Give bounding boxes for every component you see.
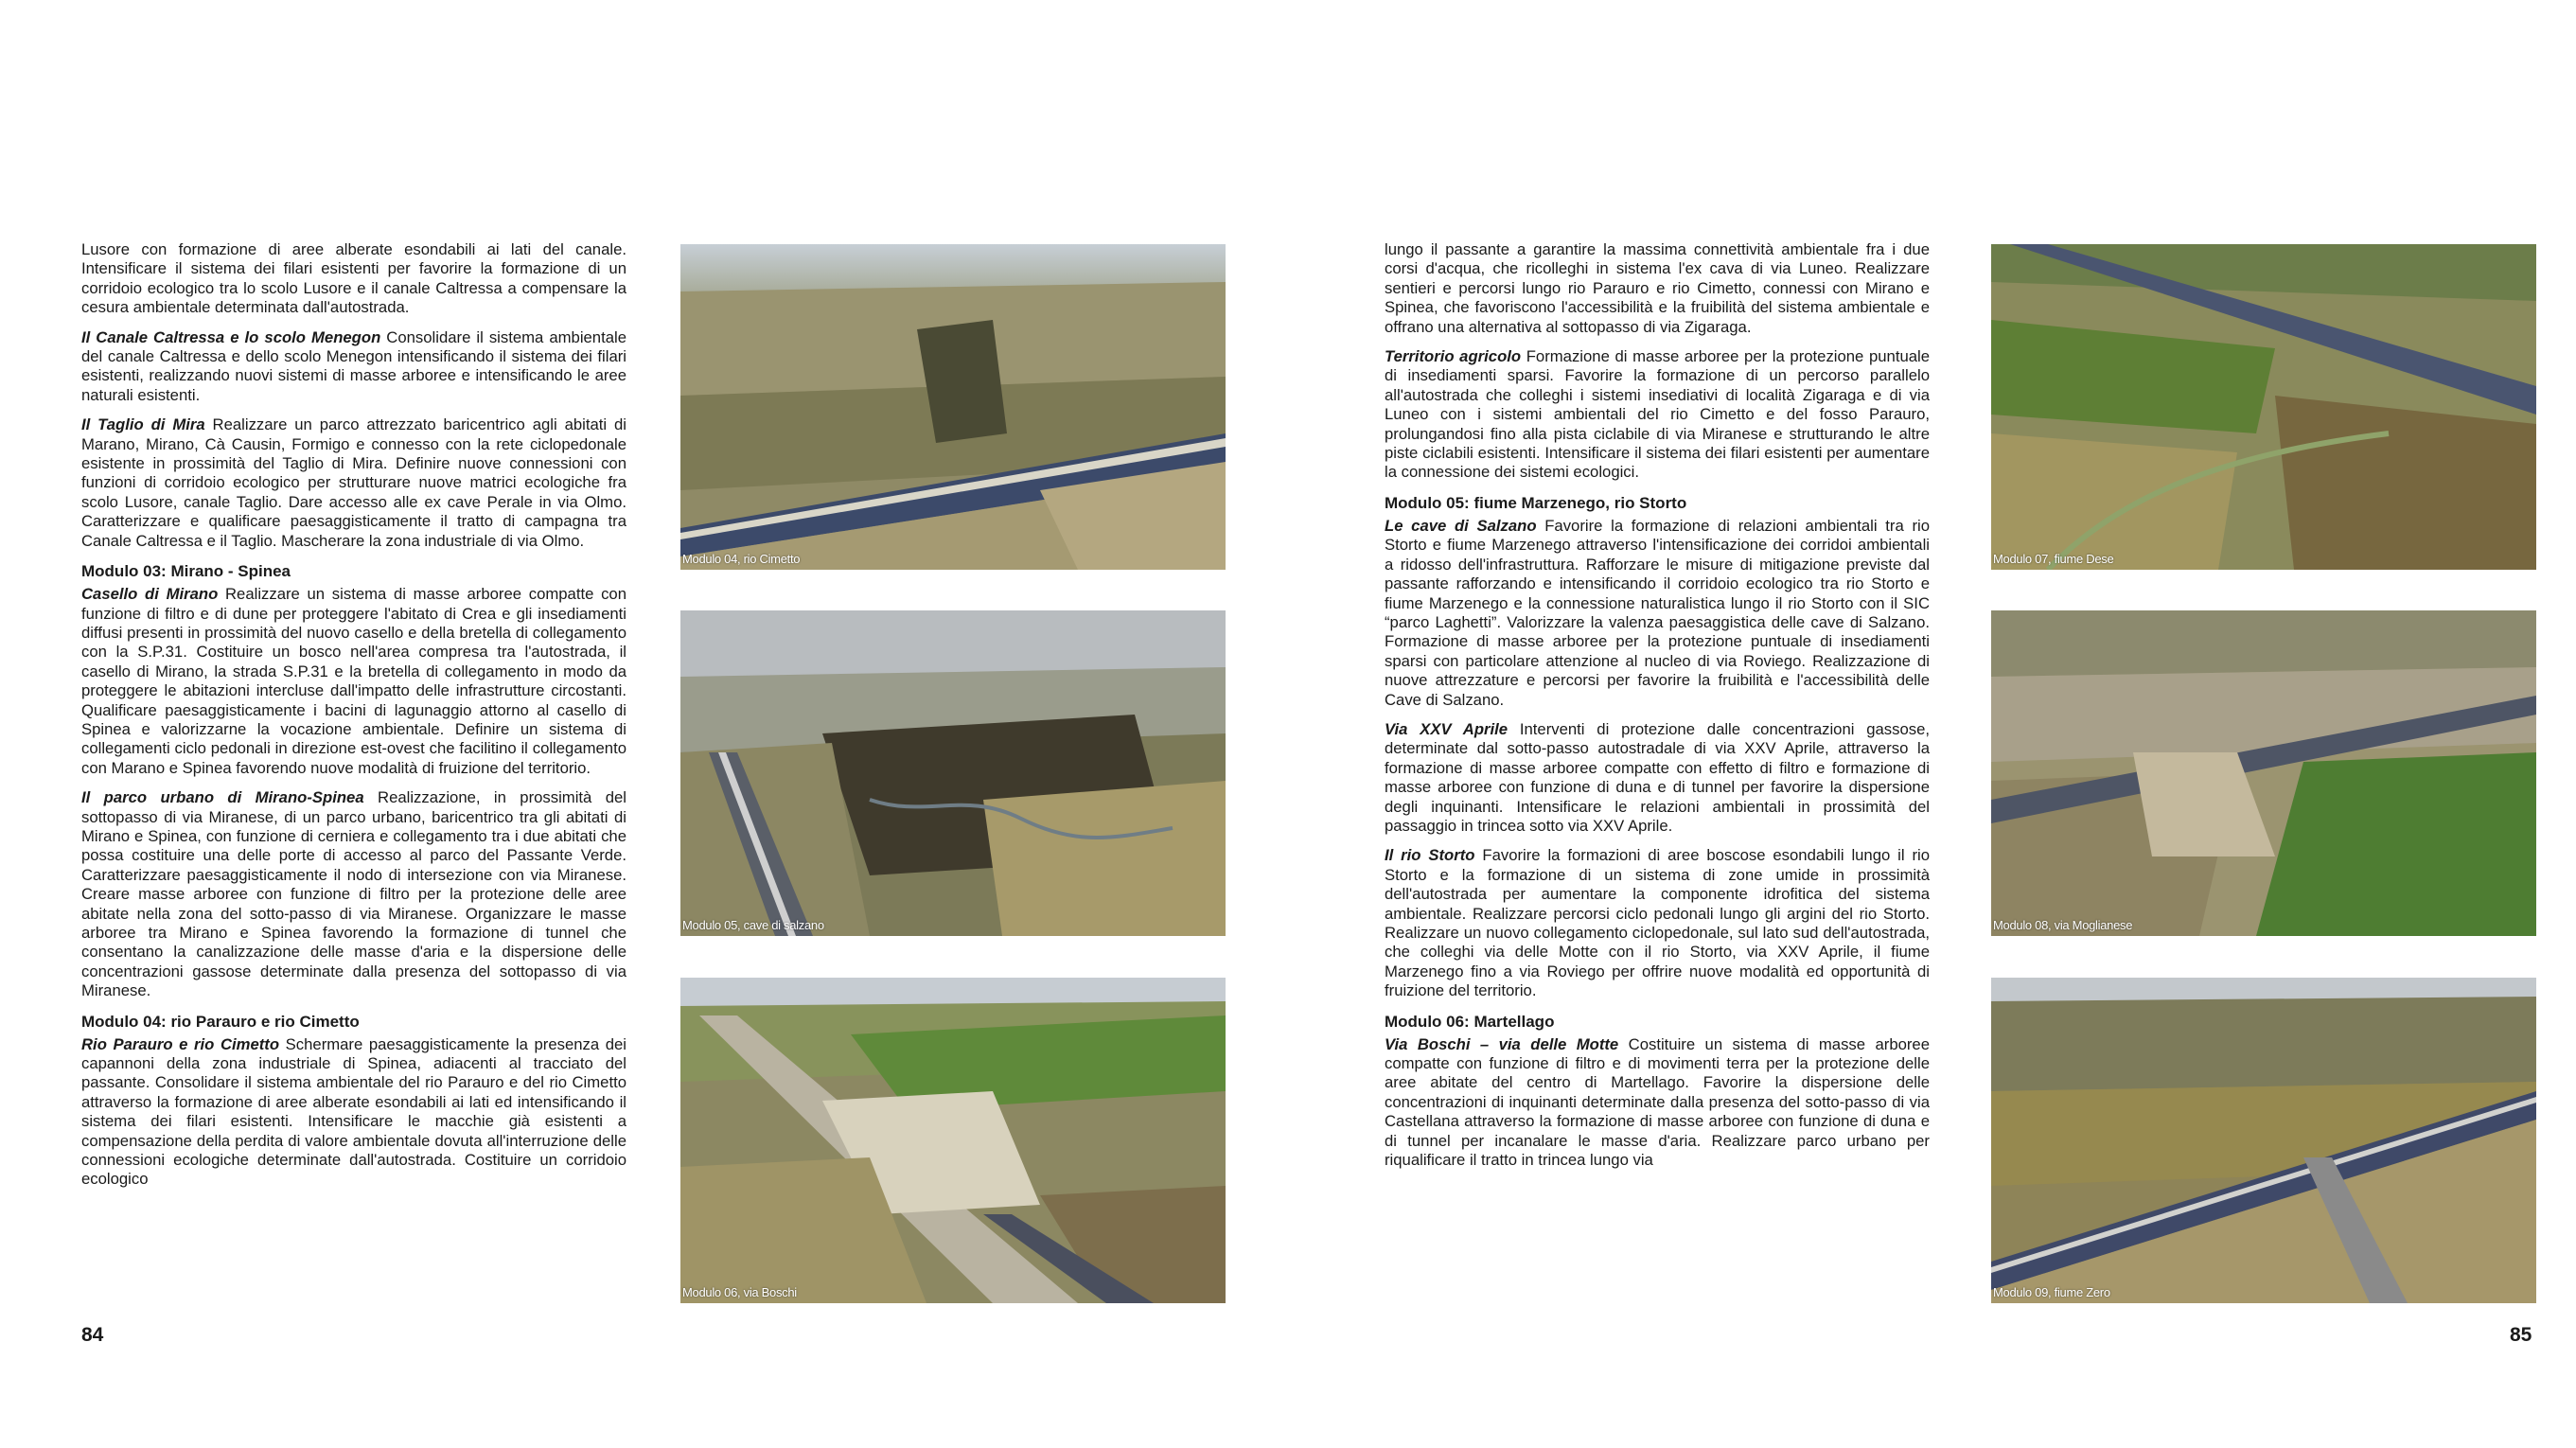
aerial-photo [1991,610,2536,936]
paragraph: Via Boschi – via delle Motte Costituire un sistema di masse arboree compatte con funzione di filtro e di movimenti terra per la protezione delle aree abitate del centro di Martellago. Favorire la dispersione delle concentrazioni di inquinanti determinate dalla presenza del sotto-passo di via Castellana attraverso la formazione di masse arboree con funzione di duna e di tunnel per incanalare le masse d'aria. Realizzare parco urbano per riqualificare il tratto in trincea lungo via [1385,1034,1930,1170]
photo-caption: Modulo 04, rio Cimetto [682,552,801,566]
paragraph-lead: Rio Parauro e rio Cimetto [81,1034,280,1053]
paragraph: Via XXV Aprile Interventi di protezione dalle concentrazioni gassose, determinate dal sotto-passo autostradale di via XXV Aprile, attraverso la formazione di masse arboree compatte con effetto di filtro e formazione di masse arboree con funzione di duna e di tunnel per favorire la dispersione degli inquinanti. Intensificare le relazioni ambientali in prossimità del passaggio in trincea sotto via XXV Aprile. [1385,719,1931,835]
paragraph-lead: Territorio agricolo [1385,347,1522,366]
photo-caption: Modulo 05, cave di salzano [682,918,824,932]
paragraph-lead: Via XXV Aprile [1385,719,1509,738]
paragraph: Casello di Mirano Realizzare un sistema di masse arboree compatte con funzione di filtro e di dune per proteggere l'abitato di Crea e gli insediamenti diffusi presenti in prossimità del nuovo casello e della bretella di collegamento con la S.P.31. Costituire un bosco nell'area compresa tra l'autostrada, il casello di Mirano, la strada S.P.31 e la bretella di collegamento in modo da proteggere le abitazioni intercluse dall'impatto delle infrastrutture circostanti. Qualificare paesaggisticamente i bacini di lagunaggio attorno al casello di Spinea e valorizzarne la vocazione ambientale. Definire un sistema di collegamenti ciclo pedonali in direzione est-ovest che facilitino il collegamento con Marano e Spinea favorendo nuove modalità di fruizione del territorio. [81,585,626,777]
page-number: 85 [2510,1324,2532,1346]
section-heading: Modulo 06: Martellago [1385,1012,1555,1031]
aerial-photo-image [1991,244,2536,570]
paragraph: Lusore con formazione di aree alberate esondabili ai lati del canale. Intensificare il sistema dei filari esistenti per favorire la formazione di un corridoio ecologico tra lo scolo Lusore e il canale Caltressa a compensare la cesura ambientale determinata dall'autostrada. [81,240,626,317]
paragraph: Il Canale Caltressa e lo scolo Menegon Consolidare il sistema ambientale del canale Caltressa e dello scolo Menegon intensificando il sistema dei filari esistenti, realizzando nuovi sistemi di masse arboree e intensificando le aree naturali esistenti. [81,327,626,404]
paragraph-lead: Il rio Storto [1385,846,1475,865]
paragraph: Territorio agricolo Formazione di masse arboree per la protezione puntuale di insediamenti sparsi. Favorire la formazione di un percorso parallelo all'autostrada che colleghi i sistemi insediativi di località Zigaraga e di via Luneo con i sistemi ambientali del rio Cimetto e del fosso Parauro, prolungandosi fino alla pista ciclabile di via Miranese e strutturando le altre piste ciclabili esistenti. Intensificare il sistema dei filari esistenti per aumentare la connessione dei sistemi ecologici. [1385,347,1930,482]
page-number: 84 [81,1324,104,1346]
photo-caption: Modulo 08, via Moglianese [1993,918,2133,932]
paragraph: Il Taglio di Mira Realizzare un parco attrezzato baricentrico agli abitati di Marano, Mirano, Cà Causin, Formigo e connesso con la rete ciclopedonale esistente in prossimità del Taglio di Mira. Definire nuove connessioni con funzioni di corridoio ecologico per strutturare nuove matrici ecologiche fra scolo Lusore, canale Taglio. Dare accesso alle ex cave Perale in via Olmo. Caratterizzare e qualificare paesaggisticamente il tratto di campagna tra Canale Caltressa e il Taglio. Mascherare la zona industriale di via Olmo. [81,415,627,550]
section-heading: Modulo 03: Mirano - Spinea [81,562,291,581]
photo-caption: Modulo 06, via Boschi [682,1285,797,1299]
photo-caption: Modulo 09, fiume Zero [1993,1285,2110,1299]
section-heading: Modulo 05: fiume Marzenego, rio Storto [1385,493,1687,512]
paragraph-lead: Il Taglio di Mira [81,415,205,434]
paragraph-lead: Il parco urbano di Mirano-Spinea [81,788,364,807]
aerial-photo-image [680,978,1226,1303]
aerial-photo-image [680,610,1226,936]
paragraph: Il parco urbano di Mirano-Spinea Realizzazione, in prossimità del sottopasso di via Miranese, di un parco urbano, baricentrico tra gli abitati di Mirano e Spinea, con funzione di cerniera e collegamento tra i due abitati che possa costituire una delle porte di accesso al parco del Passante Verde. Caratterizzare paesaggisticamente il nodo di intersezione con via Miranese. Creare masse arboree con funzione di filtro per la protezione delle aree abitate nella zona del sotto-passo di via Miranese. Organizzare le masse arboree tra Mirano e Spinea favorendo la formazione di tunnel che consentano la canalizzazione delle masse d'aria e la dispersione delle concentrazioni gassose determinate dalla presenza del sottopasso di via Miranese. [81,788,626,1000]
aerial-photo [1991,978,2536,1303]
aerial-photo-image [1991,978,2536,1303]
section-heading: Modulo 04: rio Parauro e rio Cimetto [81,1012,360,1031]
aerial-photo [680,978,1226,1303]
aerial-photo [680,610,1226,936]
left-text-column [81,240,626,1200]
paragraph-lead: Via Boschi – via delle Motte [1385,1034,1619,1053]
paragraph: lungo il passante a garantire la massima connettività ambientale fra i due corsi d'acqua, che ricolleghi in sistema l'ex cava di via Luneo. Realizzare sentieri e percorsi lungo rio Parauro e rio Cimetto, connessi con Mirano e Spinea, che favoriscono l'accessibilità e la fruibilità del sistema ambientale e offrano una alternativa al sottopasso di via Zigaraga. [1385,240,1930,336]
paragraph: Rio Parauro e rio Cimetto Schermare paesaggisticamente la presenza dei capannoni della zona industriale di Spinea, adiacenti al tracciato del passante. Consolidare il sistema ambientale del rio Parauro e del rio Cimetto attraverso la formazione di aree alberate esondabili ai lati ed intensificando il sistema dei filari esistenti. Intensificare le macchie già esistenti a compensazione della perdita di valore ambientale dovuta all'interruzione delle connessioni ecologiche determinate dall'autostrada. Costituire un corridoio ecologico [81,1034,626,1189]
aerial-photo-image [680,244,1226,570]
paragraph: Le cave di Salzano Favorire la formazione di relazioni ambientali tra rio Storto e fiume Marzenego attraverso l'intensificazione dei corridoi ambientali a ridosso dell'infrastruttura. Rafforzare le misure di mitigazione previste dal passante rafforzando e intensificando il corridoio ecologico tra rio Storto e fiume Marzenego e la connessione naturalistica lungo il rio Storto con il SIC “parco Laghetti”. Valorizzare la valenza paesaggistica delle cave di Salzano. Formazione di masse arboree per la protezione puntuale di insediamenti sparsi con particolare attenzione al nucleo di via Roviego. Realizzazione di nuove attrezzature e percorsi per favorire la fruibilità e l'accessibilità delle Cave di Salzano. [1385,516,1930,709]
paragraph-lead: Casello di Mirano [81,585,219,604]
photo-caption: Modulo 07, fiume Dese [1993,552,2114,566]
paragraph-lead: Le cave di Salzano [1385,516,1537,535]
paragraph: Il rio Storto Favorire la formazioni di aree boscose esondabili lungo il rio Storto e la formazione di un sistema di zone umide in prossimità dell'autostrada per aumentare la componente idrofitica del sistema ambientale. Realizzare percorsi ciclo pedonali lungo gli argini del rio Storto. Realizzare un nuovo collegamento ciclopedonale, sul lato sud dell'autostrada, che colleghi via delle Motte con il rio Storto, via XXV Aprile, il fiume Marzenego fino a via Roviego per offrire nuove modalità ed opportunità di fruizione del territorio. [1385,846,1930,1000]
right-text-column [1385,240,1930,1180]
aerial-photo-image [1991,610,2536,936]
aerial-photo [680,244,1226,570]
aerial-photo [1991,244,2536,570]
paragraph-lead: Il Canale Caltressa e lo scolo Menegon [81,327,381,346]
